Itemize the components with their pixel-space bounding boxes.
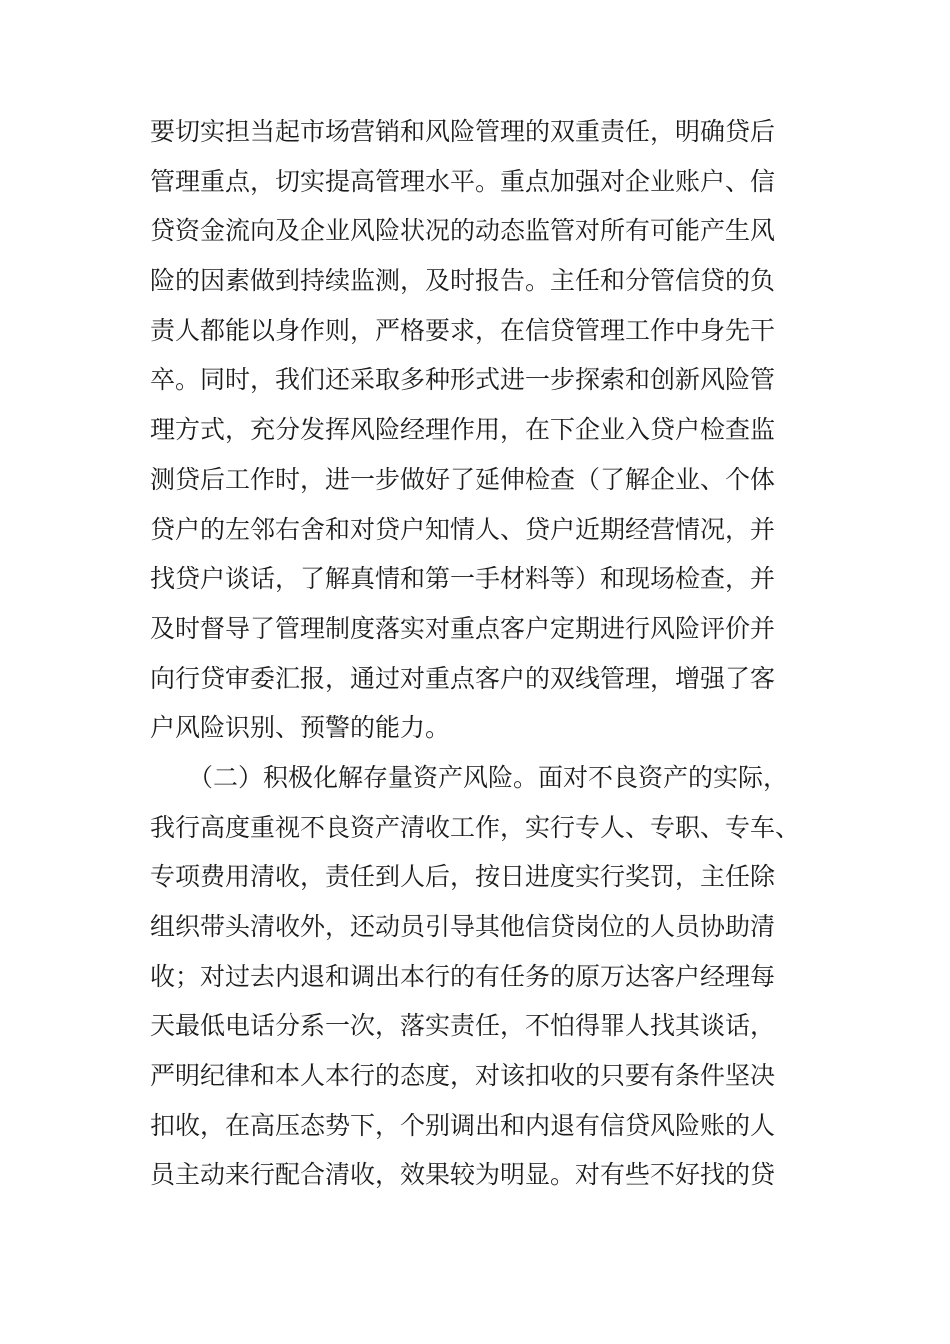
text-line: 责人都能以身作则，严格要求，在信贷管理工作中身先干 — [150, 315, 776, 345]
text-line: 找贷户谈话，了解真情和第一手材料等）和现场检查，并 — [150, 564, 776, 594]
body-text — [150, 107, 810, 1200]
text-line: 我行高度重视不良资产清收工作，实行专人、专职、专车、 — [150, 812, 801, 842]
text-line: 收；对过去内退和调出本行的有任务的原万达客户经理每 — [150, 961, 776, 991]
text-line: 理方式，充分发挥风险经理作用，在下企业入贷户检查监 — [150, 415, 776, 445]
text-line: 及时督导了管理制度落实对重点客户定期进行风险评价并 — [150, 613, 776, 643]
section-heading-line: （二）积极化解存量资产风险。面对不良资产的实际， — [188, 762, 789, 792]
text-line: 员主动来行配合清收，效果较为明显。对有些不好找的贷 — [150, 1160, 776, 1190]
text-line: 测贷后工作时，进一步做好了延伸检查（了解企业、个体 — [150, 464, 776, 494]
text-line: 组织带头清收外，还动员引导其他信贷岗位的人员协助清 — [150, 912, 776, 941]
text-line: 天最低电话分系一次，落实责任，不怕得罪人找其谈话， — [150, 1011, 776, 1041]
text-line: 卒。同时，我们还采取多种形式进一步探索和创新风险管 — [150, 365, 776, 395]
text-line: 严明纪律和本人本行的态度，对该扣收的只要有条件坚决 — [150, 1061, 776, 1091]
text-line: 专项费用清收，责任到人后，按日进度实行奖罚，主任除 — [150, 862, 776, 892]
text-line: 向行贷审委汇报，通过对重点客户的双线管理，增强了客 — [150, 663, 776, 693]
text-line: 贷户的左邻右舍和对贷户知情人、贷户近期经营情况，并 — [150, 514, 776, 544]
text-line: 户风险识别、预警的能力。 — [150, 713, 451, 743]
text-line: 管理重点，切实提高管理水平。重点加强对企业账户、信 — [150, 166, 776, 196]
text-line: 险的因素做到持续监测，及时报告。主任和分管信贷的负 — [150, 266, 776, 296]
text-line: 扣收，在高压态势下，个别调出和内退有信贷风险账的人 — [150, 1110, 776, 1140]
text-line: 贷资金流向及企业风险状况的动态监管对所有可能产生风 — [150, 216, 776, 246]
text-line: 要切实担当起市场营销和风险管理的双重责任，明确贷后 — [150, 117, 776, 146]
